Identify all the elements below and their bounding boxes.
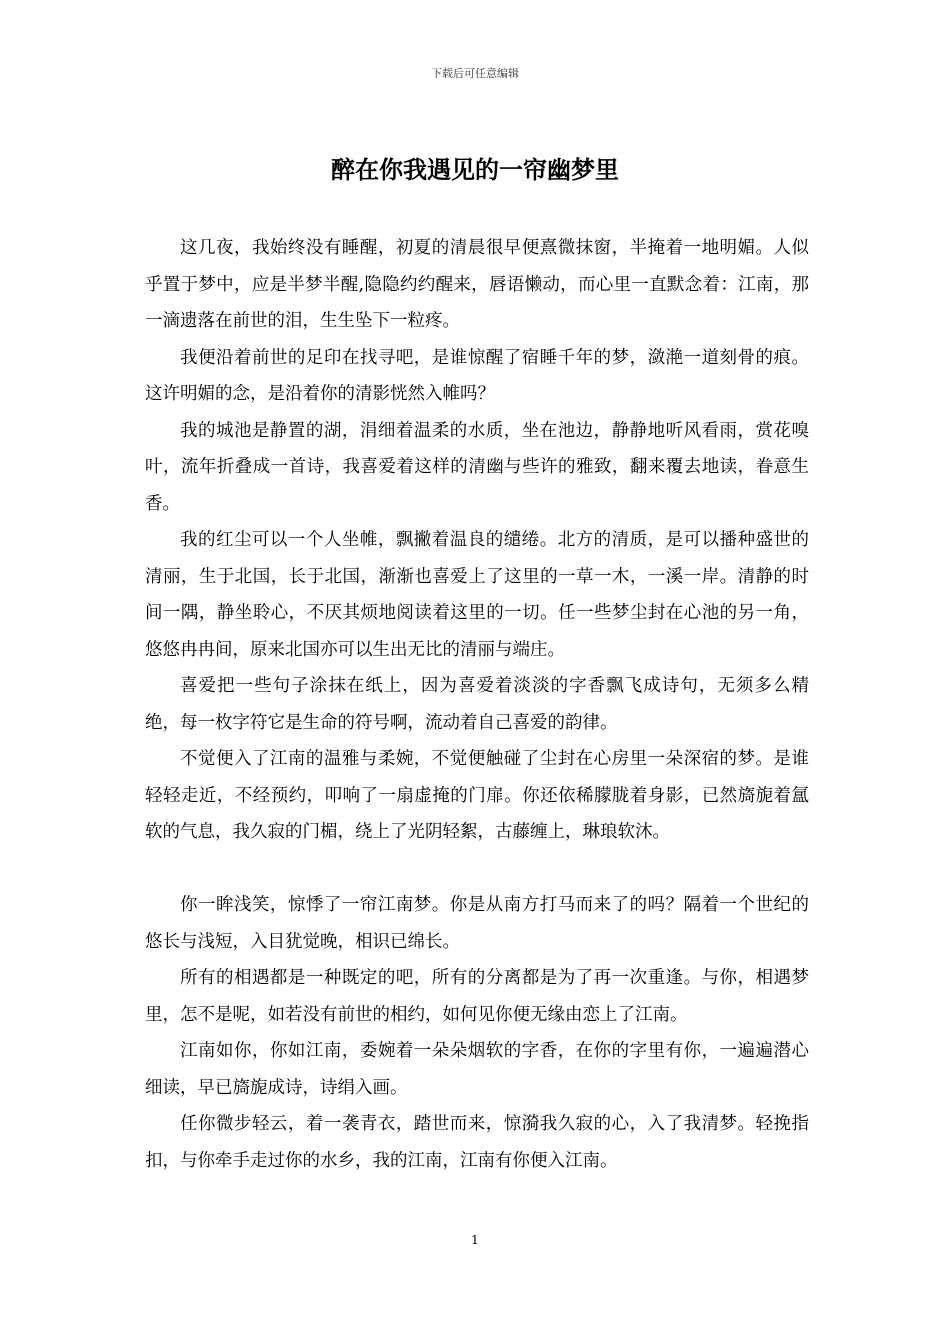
paragraph-3: 我的城池是静置的湖，涓细着温柔的水质，坐在池边，静静地听风看雨，赏花嗅叶，流年折叠成一首诗，我喜爱着这样的清幽与些许的雅致，翻来覆去地读，眷意生香。	[145, 420, 809, 514]
paragraph-7: 你一眸浅笑，惊悸了一帘江南梦。你是从南方打马而来了的吗？隔着一个世纪的悠长与浅短，入目犹觉晚，相识已绵长。	[145, 895, 809, 952]
paragraph-5: 喜爱把一些句子涂抹在纸上，因为喜爱着淡淡的字香飘飞成诗句，无须多么精绝，每一枚字符它是生命的符号啊，流动着自己喜爱的韵律。	[145, 676, 809, 733]
header-note: 下载后可任意编辑	[431, 67, 519, 80]
paragraph-9: 江南如你，你如江南，委婉着一朵朵烟软的字香，在你的字里有你，一遍遍潜心细读，早已旖旎成诗，诗绢入画。	[145, 1041, 809, 1098]
document-title: 醉在你我遇见的一帘幽梦里	[331, 155, 619, 184]
blank-line	[145, 851, 809, 888]
document-body	[145, 230, 809, 1179]
paragraph-10: 任你微步轻云，着一袭青衣，踏世而来，惊漪我久寂的心，入了我清梦。轻挽指扣，与你牵手走过你的水乡，我的江南，江南有你便入江南。	[145, 1114, 809, 1171]
page-number: 1	[471, 1233, 479, 1247]
paragraph-1: 这几夜，我始终没有睡醒，初夏的清晨很早便熹微抹窗，半掩着一地明媚。人似乎置于梦中，应是半梦半醒,隐隐约约醒来，唇语懒动，而心里一直默念着：江南，那一滴遗落在前世的泪，生生坠下一粒疼。	[145, 238, 809, 331]
paragraph-2: 我便沿着前世的足印在找寻吧，是谁惊醒了宿睡千年的梦，潋滟一道刻骨的痕。这许明媚的念，是沿着你的清影恍然入帷吗？	[145, 347, 809, 404]
paragraph-6: 不觉便入了江南的温雅与柔婉，不觉便触碰了尘封在心房里一朵深宿的梦。是谁轻轻走近，不经预约，叩响了一扇虚掩的门扉。你还依稀朦胧着身影，已然旖旎着氲软的气息，我久寂的门楣，绕上了光阴轻絮，古藤缠上，琳琅软沐。	[145, 749, 809, 842]
paragraph-8: 所有的相遇都是一种既定的吧，所有的分离都是为了再一次重逢。与你，相遇梦里，怎不是呢，如若没有前世的相约，如何见你便无缘由恋上了江南。	[145, 968, 809, 1025]
paragraph-4: 我的红尘可以一个人坐帷，飘撇着温良的缱绻。北方的清质，是可以播种盛世的清丽，生于北国，长于北国，渐渐也喜爱上了这里的一草一木，一溪一岸。清静的时间一隅，静坐聆心，不厌其烦地阅读着这里的一切。任一些梦尘封在心池的另一角，悠悠冉冉间，原来北国亦可以生出无比的清丽与端庄。	[145, 530, 809, 660]
